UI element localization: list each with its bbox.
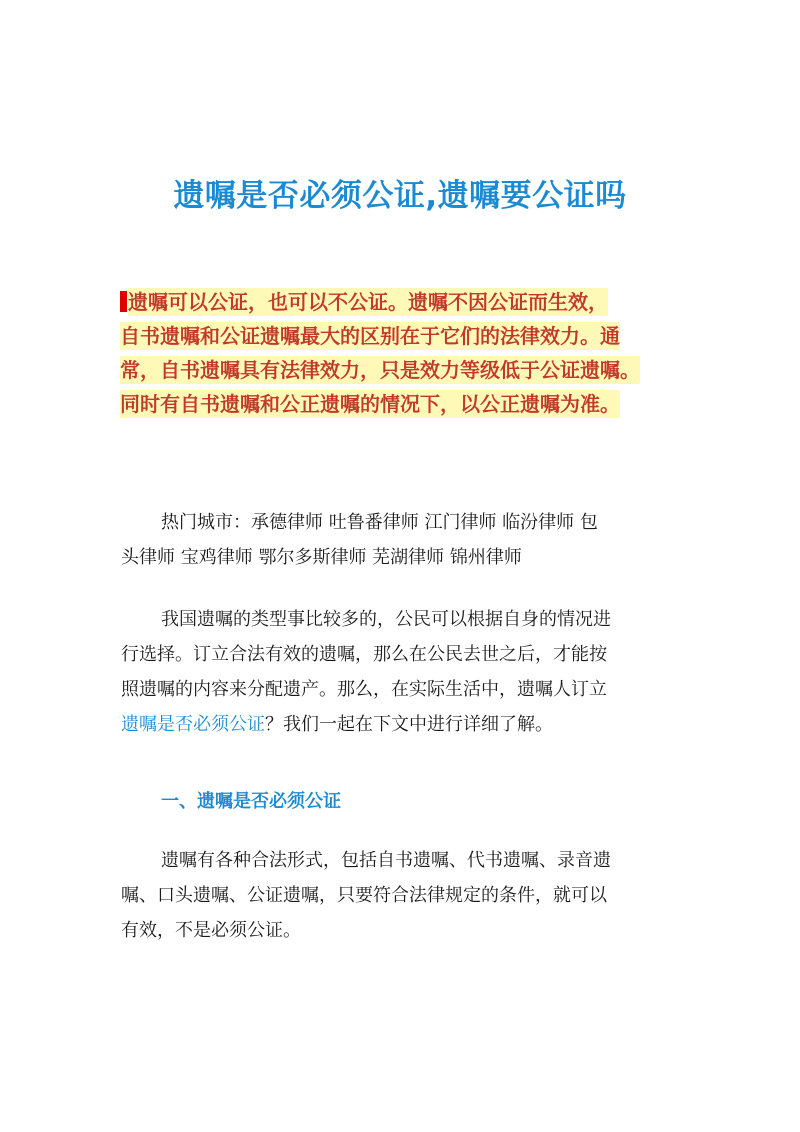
will-notarization-link[interactable]: 遗嘱是否必须公证 (121, 714, 265, 735)
bookmark-marker-icon (120, 291, 127, 312)
page-title: 遗嘱是否必须公证,遗嘱要公证吗 (173, 178, 627, 214)
cities-line-1: 热门城市：承德律师 吐鲁番律师 江门律师 临汾律师 包 (161, 512, 598, 533)
summary-line-3: 常，自书遗嘱具有法律效力，只是效力等级低于公证遗嘱。 (120, 358, 640, 382)
section1-line-2: 嘱、口头遗嘱、公证遗嘱，只要符合法律规定的条件，就可以 (121, 885, 607, 906)
hot-cities-paragraph (121, 505, 681, 575)
section1-line-3: 有效，不是必须公证。 (121, 920, 301, 941)
intro-line-1: 我国遗嘱的类型事比较多的，公民可以根据自身的情况进 (161, 609, 611, 630)
summary-line-4: 同时有自书遗嘱和公正遗嘱的情况下，以公正遗嘱为准。 (120, 392, 620, 416)
intro-line-3: 照遗嘱的内容来分配遗产。那么，在实际生活中，遗嘱人订立 (121, 679, 607, 700)
summary-line-1: 遗嘱可以公证，也可以不公证。遗嘱不因公证而生效， (120, 285, 710, 319)
intro-line-2: 行选择。订立合法有效的遗嘱，那么在公民去世之后，才能按 (121, 644, 607, 665)
intro-paragraph (121, 602, 681, 742)
section-heading-1: 一、遗嘱是否必须公证 (161, 791, 341, 812)
summary-box (120, 285, 710, 421)
section1-line-1: 遗嘱有各种合法形式，包括自书遗嘱、代书遗嘱、录音遗 (161, 850, 611, 871)
summary-line-2: 自书遗嘱和公证遗嘱最大的区别在于它们的法律效力。通 (120, 324, 620, 348)
cities-line-2: 头律师 宝鸡律师 鄂尔多斯律师 芜湖律师 锦州律师 (121, 547, 522, 568)
intro-line-4: 遗嘱是否必须公证？我们一起在下文中进行详细了解。 (121, 714, 553, 735)
section1-paragraph (121, 843, 681, 948)
